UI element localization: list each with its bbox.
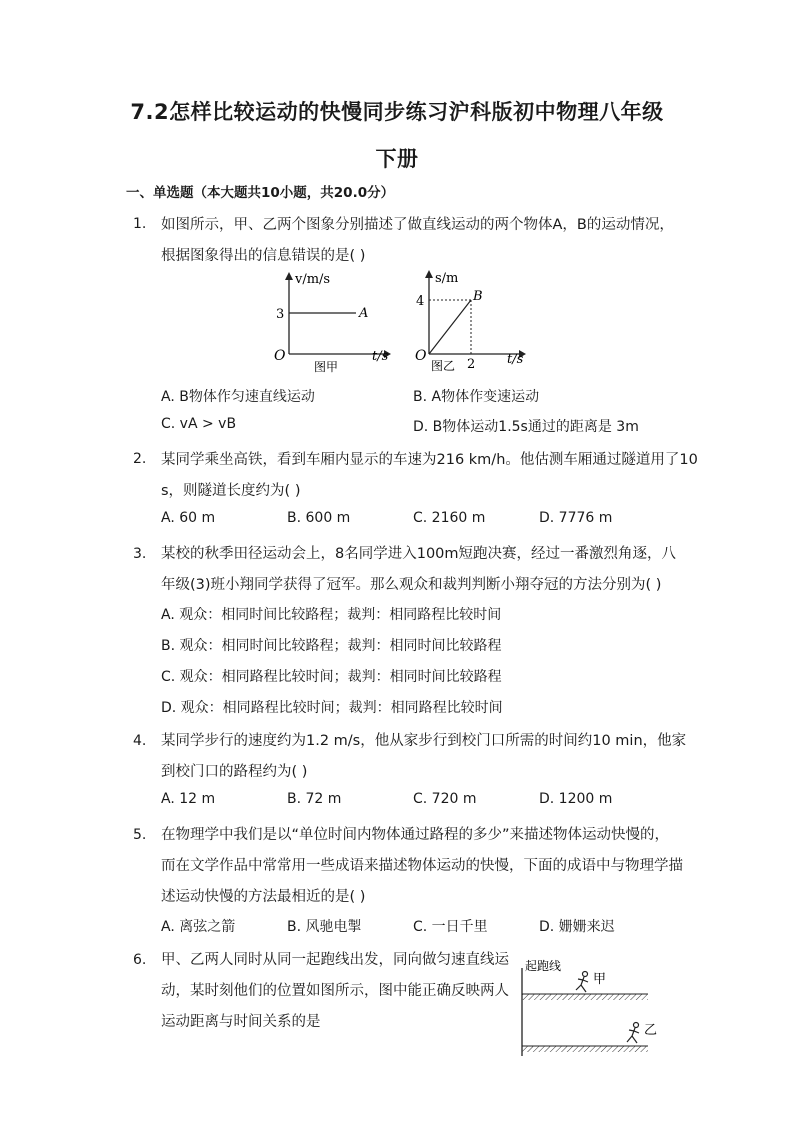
option-d[interactable]: D. 姗姗来迟 — [539, 919, 615, 935]
question-text: 某同学步行的速度约为1.2 m/s，他从家步行到校门口所需的时间约10 min，他家 — [161, 733, 687, 749]
x-axis-label: t/s — [372, 349, 389, 364]
question-text: s，则隧道长度约为( ) — [161, 483, 301, 499]
question-text: 年级(3)班小翔同学获得了冠军。那么观众和裁判判断小翔夺冠的方法分别为( ) — [161, 577, 662, 593]
option-a[interactable]: A. 60 m — [161, 510, 216, 526]
option-b[interactable]: B. 风驰电掣 — [287, 919, 362, 935]
option-b[interactable]: B. 72 m — [287, 791, 342, 807]
graph-caption: 图乙 — [431, 359, 456, 373]
question-text: 动，某时刻他们的位置如图所示，图中能正确反映两人 — [161, 983, 509, 999]
option-a[interactable]: A. 离弦之箭 — [161, 919, 236, 935]
x-tick-label: 2 — [467, 357, 476, 372]
option-d[interactable]: D. B物体运动1.5s通过的距离是 3m — [413, 419, 639, 435]
question-text: 到校门口的路程约为( ) — [161, 764, 308, 780]
runner-icon — [627, 1023, 639, 1044]
origin-label: O — [274, 348, 286, 364]
page-title-line1: 7.2怎样比较运动的快慢同步练习沪科版初中物理八年级 — [130, 100, 664, 124]
question-number: 5. — [133, 827, 147, 843]
question-text: 在物理学中我们是以“单位时间内物体通过路程的多少”来描述物体运动快慢的， — [161, 827, 670, 843]
page-title-line2: 下册 — [375, 147, 419, 171]
question-number: 4. — [133, 733, 147, 749]
runner-label: 甲 — [593, 972, 607, 987]
runner-label: 乙 — [644, 1023, 658, 1038]
x-axis-label: t/s — [507, 352, 524, 367]
question-text: 述运动快慢的方法最相近的是( ) — [161, 889, 366, 905]
y-tick-label: 3 — [276, 307, 285, 322]
y-axis-label: s/m — [435, 271, 459, 286]
series-label: B — [473, 289, 483, 304]
question-text: 某校的秋季田径运动会上，8名同学进入100m短跑决赛，经过一番激烈角逐，八 — [161, 546, 677, 562]
section-heading: 一、单选题（本大题共10小题，共20.0分） — [126, 185, 395, 201]
option-c[interactable]: C. 观众：相同路程比较时间；裁判：相同时间比较路程 — [161, 669, 502, 685]
option-c[interactable]: C. vA > vB — [161, 416, 237, 432]
option-a[interactable]: A. 观众：相同时间比较路程；裁判：相同路程比较时间 — [161, 607, 502, 623]
question-number: 1. — [133, 216, 147, 232]
question-number: 6. — [133, 952, 147, 968]
option-d[interactable]: D. 1200 m — [539, 791, 613, 807]
option-b[interactable]: B. A物体作变速运动 — [413, 389, 540, 405]
graph-caption: 图甲 — [314, 360, 339, 374]
option-c[interactable]: C. 720 m — [413, 791, 477, 807]
velocity-time-graph — [264, 268, 394, 376]
question-number: 3. — [133, 546, 147, 562]
option-c[interactable]: C. 2160 m — [413, 510, 486, 526]
y-tick-label: 4 — [416, 294, 425, 309]
option-a[interactable]: A. 12 m — [161, 791, 216, 807]
start-line-label: 起跑线 — [525, 959, 562, 973]
series-label: A — [359, 306, 369, 321]
option-a[interactable]: A. B物体作匀速直线运动 — [161, 389, 315, 405]
origin-label: O — [415, 348, 427, 364]
option-b[interactable]: B. 600 m — [287, 510, 351, 526]
distance-time-graph — [411, 266, 531, 376]
question-text: 运动距离与时间关系的是 — [161, 1014, 321, 1030]
question-number: 2. — [133, 451, 147, 467]
question-text: 如图所示，甲、乙两个图象分别描述了做直线运动的两个物体A，B的运动情况， — [161, 217, 674, 233]
question-text: 而在文学作品中常常用一些成语来描述物体运动的快慢，下面的成语中与物理学描 — [161, 858, 683, 874]
runners-figure — [512, 954, 658, 1058]
y-axis-label: v/m/s — [295, 272, 331, 287]
question-text: 甲、乙两人同时从同一起跑线出发，同向做匀速直线运 — [161, 952, 509, 968]
question-text: 某同学乘坐高铁，看到车厢内显示的车速为216 km/h。他估测车厢通过隧道用了10 — [161, 452, 698, 468]
question-text: 根据图象得出的信息错误的是( ) — [161, 248, 366, 264]
option-c[interactable]: C. 一日千里 — [413, 919, 488, 935]
option-b[interactable]: B. 观众：相同时间比较路程；裁判：相同时间比较路程 — [161, 638, 502, 654]
runner-icon — [576, 972, 588, 993]
option-d[interactable]: D. 7776 m — [539, 510, 613, 526]
option-d[interactable]: D. 观众：相同路程比较时间；裁判：相同路程比较时间 — [161, 700, 503, 716]
